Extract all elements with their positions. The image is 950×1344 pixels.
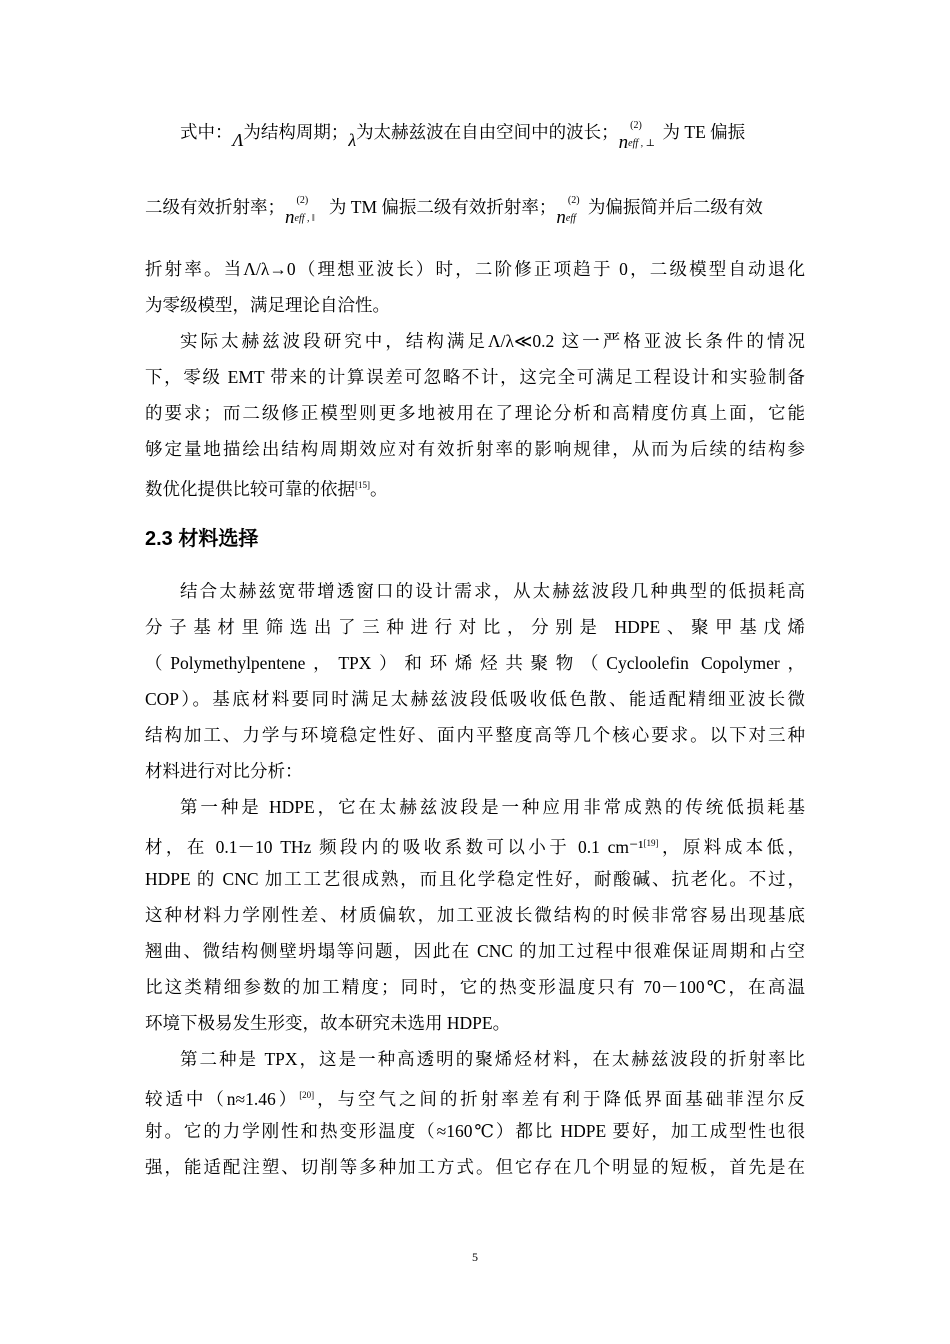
body-line: 下，零级 EMT 带来的计算误差可忽略不计，这完全可满足工程设计和实验制备 <box>145 367 805 387</box>
text-segment: 数优化提供比较可靠的依据 <box>145 479 355 499</box>
section-heading: 2.3 材料选择 <box>145 528 259 550</box>
body-line: HDPE 的 CNC 加工工艺很成熟，而且化学稳定性好，耐酸碱、抗老化。不过， <box>145 869 805 889</box>
text-segment: 为结构周期； <box>243 122 349 142</box>
paragraph-start: 结合太赫兹宽带增透窗口的设计需求，从太赫兹波段几种典型的低损耗高 <box>180 581 805 601</box>
body-line: 材料进行对比分析： <box>145 761 303 781</box>
text-segment: 式中： <box>180 122 233 142</box>
text-segment: ，原料成本低， <box>658 837 805 857</box>
paragraph-start: 实际太赫兹波段研究中，结构满足Λ/λ≪0.2 这一严格亚波长条件的情况 <box>180 331 805 351</box>
text-segment: 较适中（n≈1.46） <box>145 1089 300 1109</box>
body-line <box>145 1083 805 1111</box>
subscript: eff <box>565 213 576 224</box>
body-line: 比这类精细参数的加工精度；同时，它的热变形温度只有 70－100℃，在高温 <box>145 977 805 997</box>
body-line: 环境下极易发生形变，故本研究未选用 HDPE。 <box>145 1013 511 1033</box>
body-line: 强，能适配注塑、切削等多种加工方式。但它存在几个明显的短板，首先是在 <box>145 1157 805 1177</box>
body-line: 折射率。当Λ/λ→0（理想亚波长）时，二阶修正项趋于 0，二级模型自动退化 <box>145 259 805 279</box>
text-segment: 为偏振简并后二级有效 <box>587 197 763 217</box>
body-line: 分子基材里筛选出了三种进行对比，分别是 HDPE、聚甲基戊烯 <box>145 617 805 637</box>
body-line <box>145 831 805 859</box>
symbol-period: Λ <box>232 130 244 150</box>
body-line: 够定量地描绘出结构周期效应对有效折射率的影响规律，从而为后续的结构参 <box>145 439 805 459</box>
body-line: 为零级模型，满足理论自洽性。 <box>145 295 390 315</box>
text-segment: 为 TE 偏振 <box>658 122 746 142</box>
formula-explanation-line-1 <box>180 120 805 153</box>
page-number: 5 <box>472 1250 478 1264</box>
n-eff-indices <box>565 195 588 224</box>
superscript: (2) <box>567 195 580 206</box>
body-line: （Polymethylpentene，TPX）和环烯烃共聚物（Cycloolefin Copolymer， <box>145 653 805 673</box>
text-segment: 为 TM 偏振二级有效折射率； <box>324 197 557 217</box>
body-line: 的要求；而二级修正模型则更多地被用在了理论分析和高精度仿真上面，它能 <box>145 403 805 423</box>
n-te-indices <box>628 120 658 149</box>
body-line: COP）。基底材料要同时满足太赫兹波段低吸收低色散、能适配精细亚波长微 <box>145 689 805 709</box>
citation: [19] <box>643 838 659 848</box>
symbol-n-eff: n <box>556 207 566 228</box>
paragraph-start: 第一种是 HDPE，它在太赫兹波段是一种应用非常成熟的传统低损耗基 <box>180 797 805 817</box>
text-segment: 。 <box>370 479 388 499</box>
citation: [20] <box>299 1090 315 1100</box>
paragraph-start: 第二种是 TPX，这是一种高透明的聚烯烃材料，在太赫兹波段的折射率比 <box>180 1049 805 1069</box>
symbol-n-te: n <box>618 132 629 153</box>
superscript: (2) <box>630 120 642 131</box>
formula-explanation-line-2 <box>145 195 805 228</box>
body-line: 翘曲、微结构侧壁坍塌等问题，因此在 CNC 的加工过程中很难保证周期和占空 <box>145 941 805 961</box>
subscript: eff , ‖ <box>294 213 315 224</box>
body-line: 射。它的力学刚性和热变形温度（≈160℃）都比 HDPE 要好，加工成型性也很 <box>145 1121 805 1141</box>
superscript: (2) <box>296 195 309 206</box>
text-segment: 材，在 0.1－10 THz 频段内的吸收系数可以小于 0.1 cm⁻¹ <box>145 837 644 857</box>
text-segment: 为太赫兹波在自由空间中的波长； <box>356 122 619 142</box>
symbol-wavelength: λ <box>348 130 357 150</box>
text-segment: 二级有效折射率； <box>145 197 285 217</box>
n-tm-indices <box>294 195 325 224</box>
body-line <box>145 473 805 501</box>
symbol-n-tm: n <box>285 207 295 228</box>
body-line: 结构加工、力学与环境稳定性好、面内平整度高等几个核心要求。以下对三种 <box>145 725 805 745</box>
text-segment: ，与空气之间的折射率差有利于降低界面基础菲涅尔反 <box>314 1089 805 1109</box>
subscript: eff , ⊥ <box>628 138 656 149</box>
body-line: 这种材料力学刚性差、材质偏软，加工亚波长微结构的时候非常容易出现基底 <box>145 905 805 925</box>
citation: [15] <box>355 480 370 490</box>
